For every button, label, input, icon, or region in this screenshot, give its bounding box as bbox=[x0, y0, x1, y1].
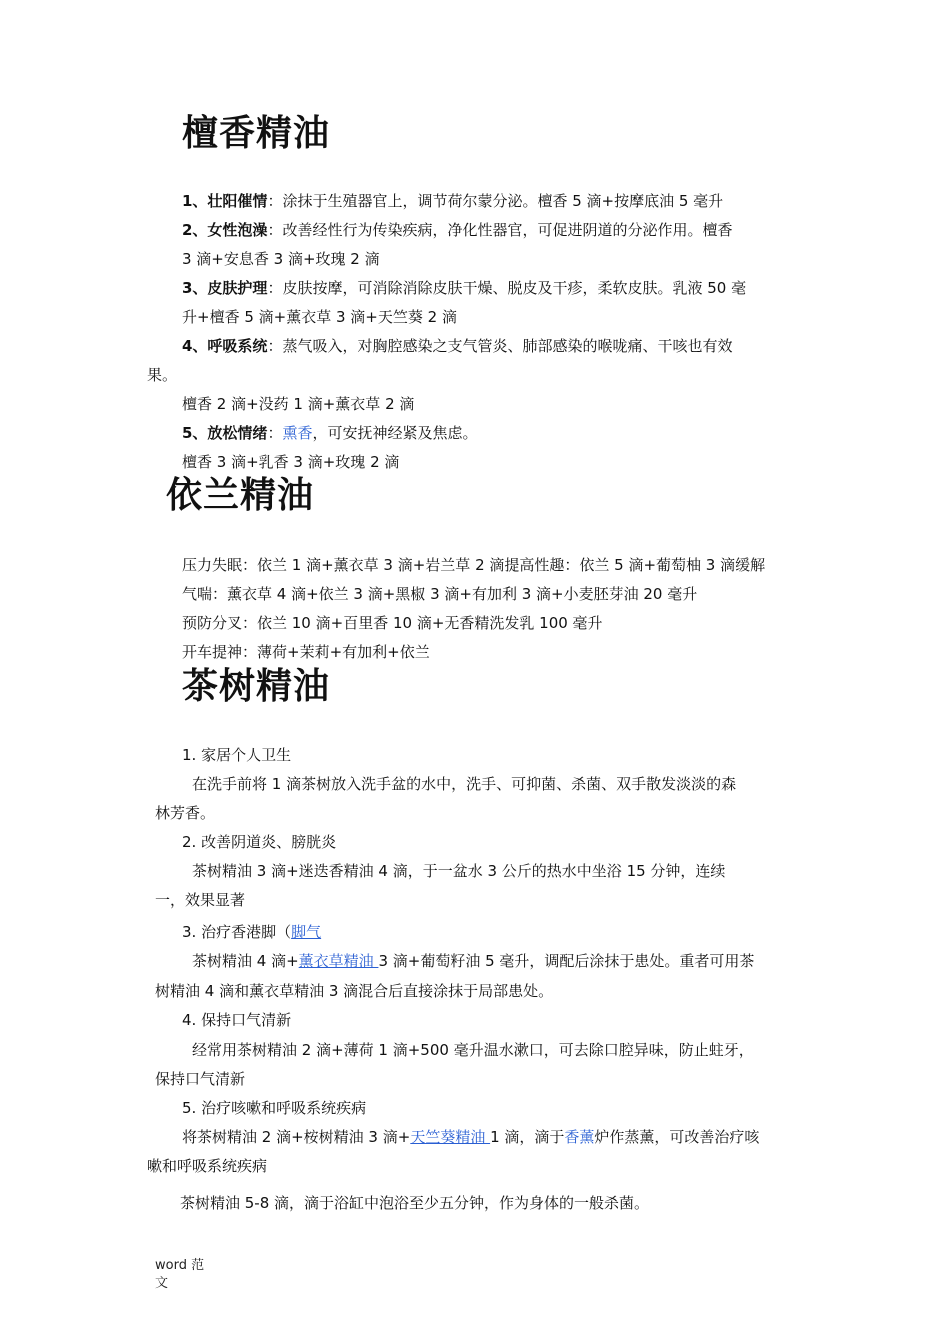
item-label: 1、壮阳催情 bbox=[182, 192, 268, 210]
ylang-line-2: 气喘：薰衣草 4 滴+依兰 3 滴+黑椒 3 滴+有加利 3 滴+小麦胚芽油 20 毫升 bbox=[182, 585, 698, 603]
teatree-text-3 bbox=[192, 951, 754, 971]
lavender-oil-link[interactable]: 薰衣草精油 bbox=[298, 952, 379, 970]
item-text: ：涂抹于生殖器官上，调节荷尔蒙分泌。檀香 5 滴+按摩底油 5 毫升 bbox=[267, 192, 724, 210]
teatree-heading-1: 1. 家居个人卫生 bbox=[182, 746, 292, 764]
sandalwood-item-4-recipe: 檀香 2 滴+没药 1 滴+薰衣草 2 滴 bbox=[182, 395, 415, 413]
sandalwood-item-3 bbox=[182, 278, 746, 298]
sandalwood-item-5 bbox=[182, 423, 478, 443]
sandalwood-item-1 bbox=[182, 191, 723, 211]
item-colon: ： bbox=[267, 424, 283, 442]
teatree-heading-4: 4. 保持口气清新 bbox=[182, 1011, 292, 1029]
footer-line-1: word 范 bbox=[155, 1258, 205, 1273]
text-rest: 3 滴+葡萄籽油 5 毫升，调配后涂抹于患处。重者可用茶 bbox=[378, 952, 755, 970]
sandalwood-item-2 bbox=[182, 220, 732, 240]
teatree-text-4-cont: 保持口气清新 bbox=[155, 1070, 246, 1088]
section-title-ylang: 依兰精油 bbox=[166, 475, 315, 516]
section-title-sandalwood: 檀香精油 bbox=[182, 113, 331, 154]
teatree-text-1: 在洗手前将 1 滴茶树放入洗手盆的水中，洗手、可抑菌、杀菌、双手散发淡淡的森 bbox=[192, 775, 737, 793]
teatree-text-5-cont: 嗽和呼吸系统疾病 bbox=[147, 1157, 268, 1175]
sandalwood-item-4-cont: 果。 bbox=[147, 366, 178, 384]
item-label: 5、放松情绪 bbox=[182, 424, 268, 442]
ylang-line-1: 压力失眠：依兰 1 滴+薰衣草 3 滴+岩兰草 2 滴提高性趣：依兰 5 滴+葡萄柚 3 滴缓解 bbox=[182, 556, 766, 574]
sandalwood-item-3-cont: 升+檀香 5 滴+薰衣草 3 滴+天竺葵 2 滴 bbox=[182, 308, 457, 326]
text-pre: 茶树精油 4 滴+ bbox=[192, 952, 299, 970]
heading-text: 3. 治疗香港脚（ bbox=[182, 923, 292, 941]
item-text: ：蒸气吸入，对胸腔感染之支气管炎、肺部感染的喉咙痛、干咳也有效 bbox=[267, 337, 733, 355]
teatree-text-2-cont: 一，效果显著 bbox=[155, 891, 246, 909]
ylang-line-4: 开车提神：薄荷+茉莉+有加利+依兰 bbox=[182, 643, 430, 661]
teatree-text-2: 茶树精油 3 滴+迷迭香精油 4 滴，于一盆水 3 公斤的热水中坐浴 15 分钟，连续 bbox=[192, 862, 726, 880]
text-mid: 1 滴，滴于 bbox=[490, 1128, 565, 1146]
geranium-oil-link[interactable]: 天竺葵精油 bbox=[410, 1128, 491, 1146]
item-text: ，可安抚神经紧及焦虑。 bbox=[312, 424, 478, 442]
item-label: 3、皮肤护理 bbox=[182, 279, 268, 297]
text-rest: 炉作蒸薰，可改善治疗咳 bbox=[594, 1128, 760, 1146]
teatree-text-5 bbox=[182, 1127, 759, 1147]
sandalwood-item-4 bbox=[182, 336, 732, 356]
teatree-heading-2: 2. 改善阴道炎、膀胱炎 bbox=[182, 833, 337, 851]
aroma-burner-link[interactable]: 香薰 bbox=[564, 1128, 595, 1146]
teatree-text-3-cont: 树精油 4 滴和薰衣草精油 3 滴混合后直接涂抹于局部患处。 bbox=[155, 982, 554, 1000]
sandalwood-item-2-cont: 3 滴+安息香 3 滴+玫瑰 2 滴 bbox=[182, 250, 380, 268]
teatree-heading-3 bbox=[182, 922, 321, 942]
item-label: 4、呼吸系统 bbox=[182, 337, 268, 355]
teatree-text-4: 经常用茶树精油 2 滴+薄荷 1 滴+500 毫升温水漱口，可去除口腔异味，防止蛀牙， bbox=[192, 1041, 754, 1059]
sandalwood-item-5-recipe: 檀香 3 滴+乳香 3 滴+玫瑰 2 滴 bbox=[182, 453, 400, 471]
teatree-text-1-cont: 林芳香。 bbox=[155, 804, 216, 822]
item-text: ：皮肤按摩，可消除消除皮肤干燥、脱皮及干疹，柔软皮肤。乳液 50 毫 bbox=[267, 279, 747, 297]
text-pre: 将茶树精油 2 滴+桉树精油 3 滴+ bbox=[182, 1128, 411, 1146]
section-title-teatree: 茶树精油 bbox=[182, 666, 331, 707]
aromatherapy-link[interactable]: 熏香 bbox=[282, 424, 313, 442]
athletes-foot-link[interactable]: 脚气 bbox=[291, 923, 322, 941]
ylang-line-3: 预防分叉：依兰 10 滴+百里香 10 滴+无香精洗发乳 100 毫升 bbox=[182, 614, 603, 632]
teatree-text-6: 茶树精油 5-8 滴，滴于浴缸中泡浴至少五分钟，作为身体的一般杀菌。 bbox=[180, 1194, 650, 1212]
item-text: ：改善经性行为传染疾病，净化性器官，可促进阴道的分泌作用。檀香 bbox=[267, 221, 733, 239]
teatree-heading-5: 5. 治疗咳嗽和呼吸系统疾病 bbox=[182, 1099, 367, 1117]
footer-line-2: 文 bbox=[155, 1276, 169, 1291]
item-label: 2、女性泡澡 bbox=[182, 221, 268, 239]
